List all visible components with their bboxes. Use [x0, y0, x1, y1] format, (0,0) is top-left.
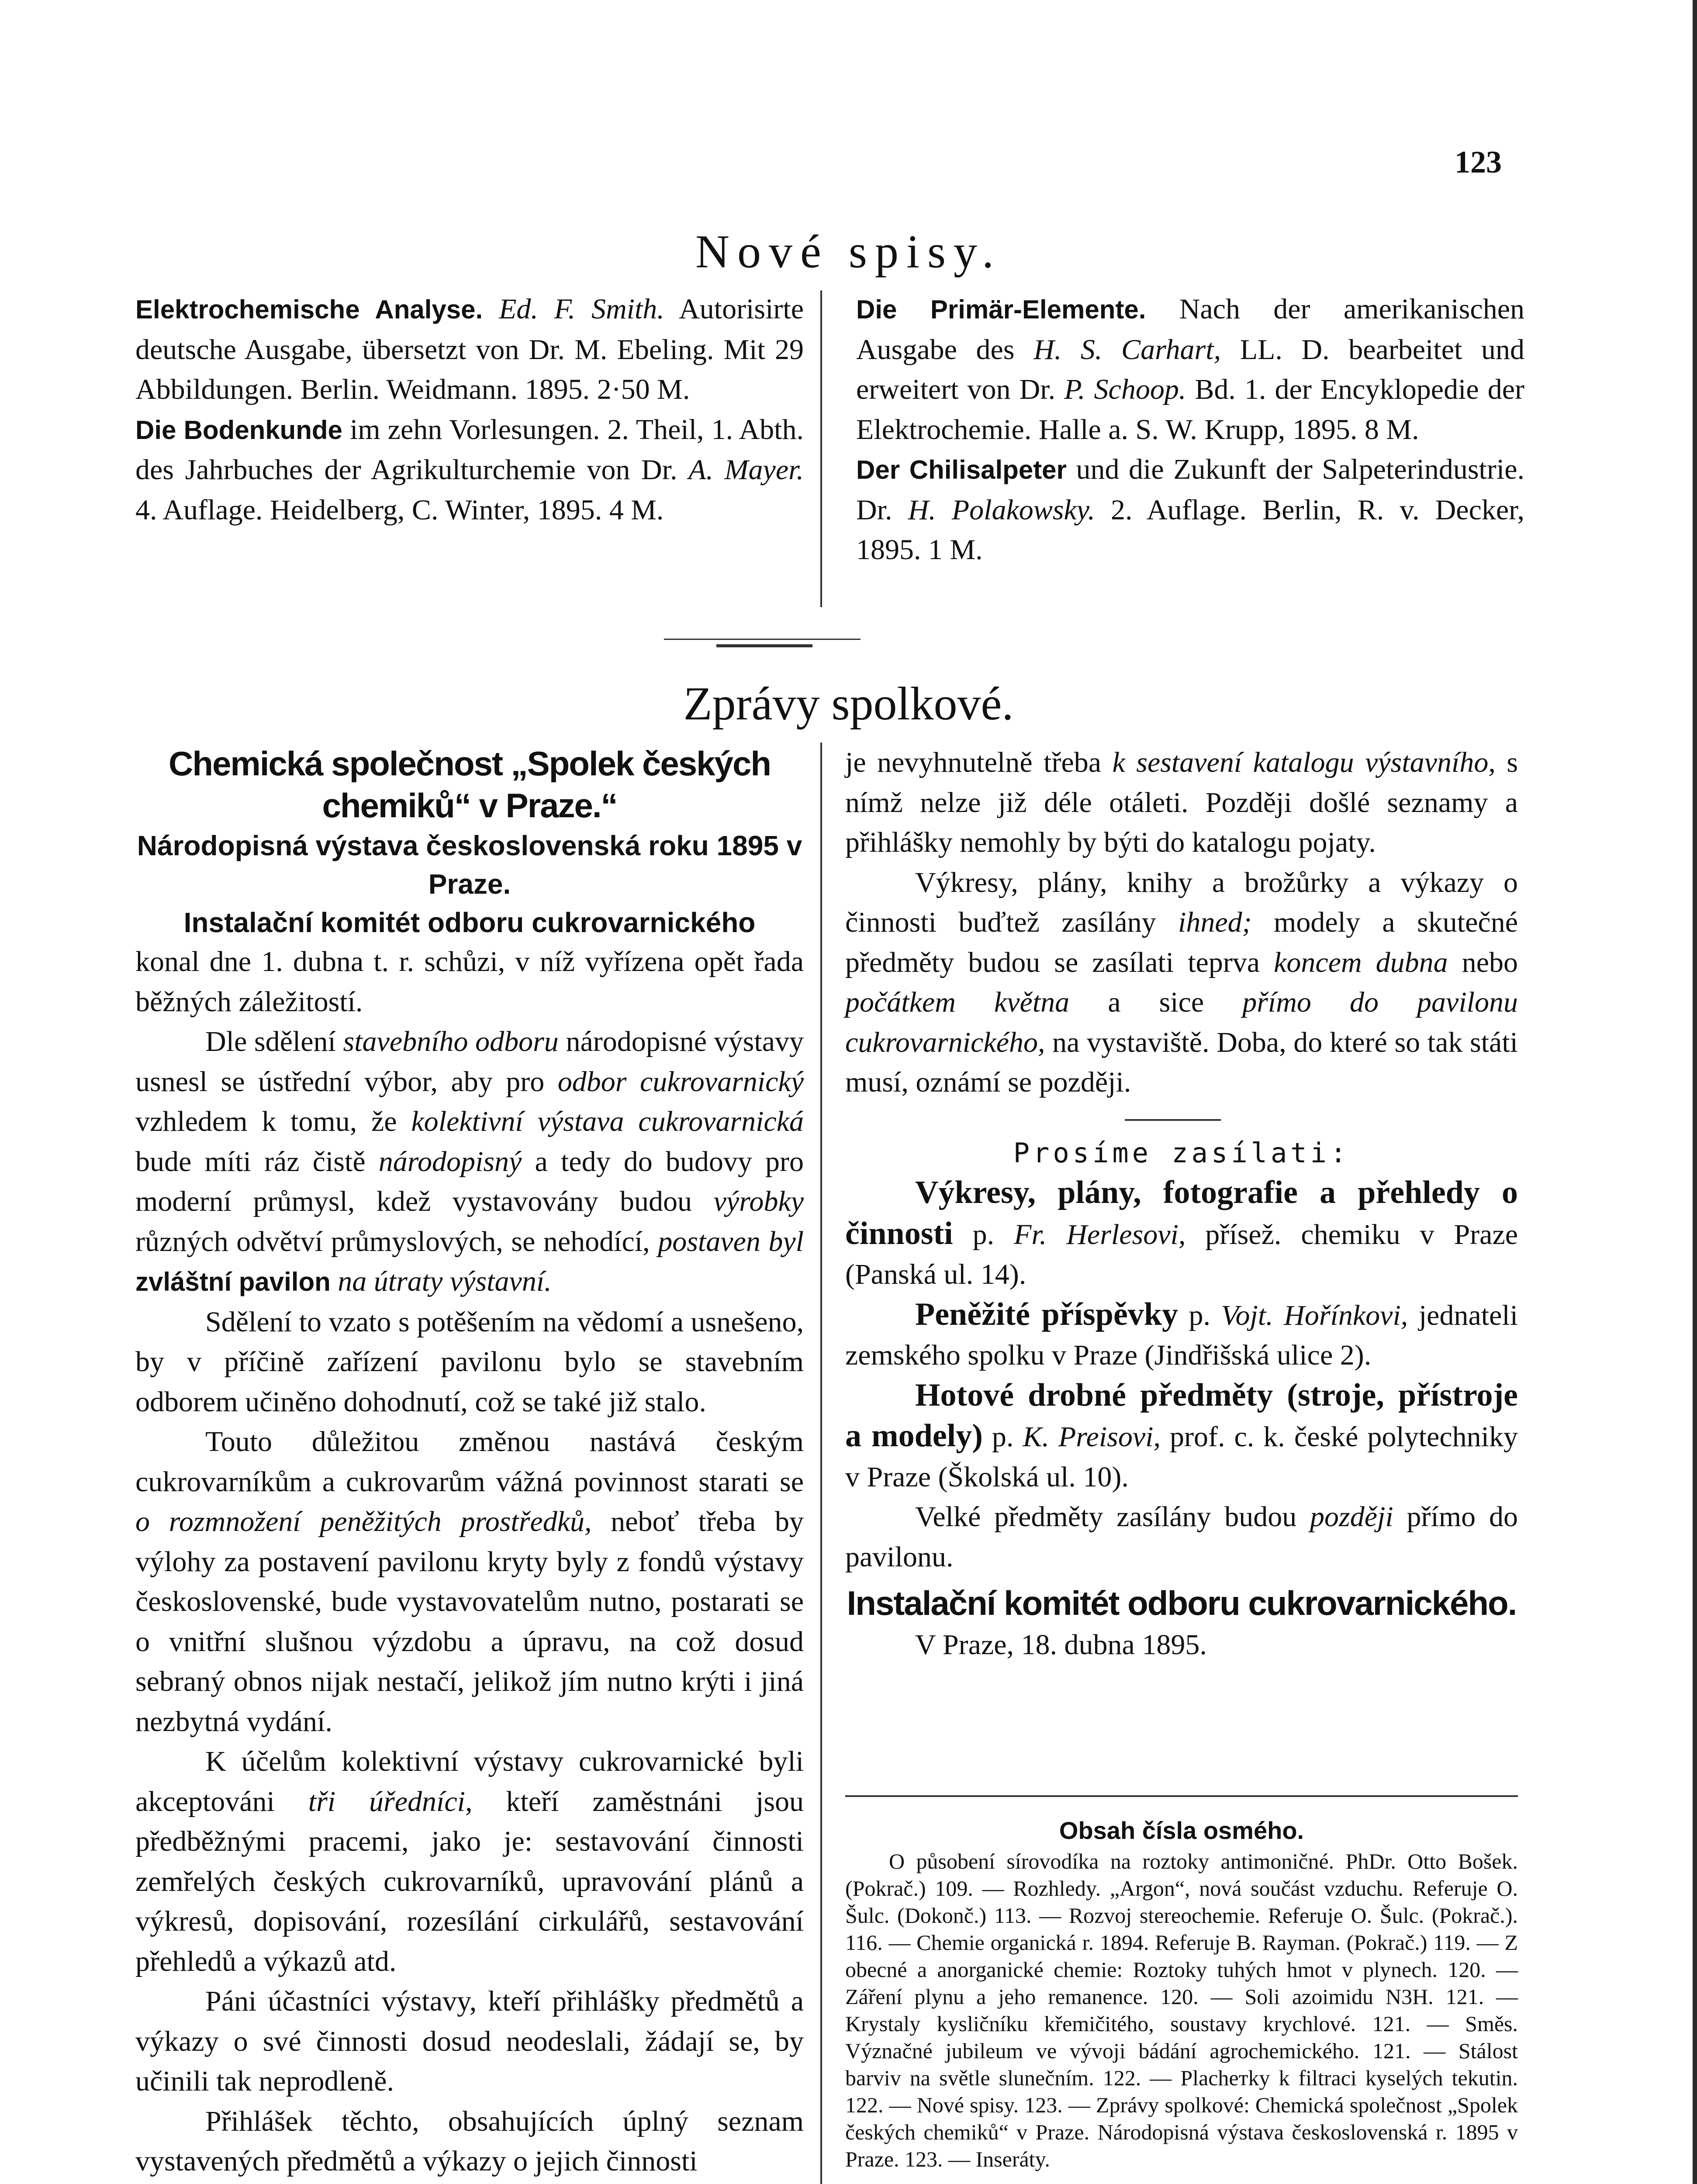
- prosime-heading: Prosíme zasílati:: [1013, 1137, 1350, 1169]
- book-entry: [135, 410, 804, 530]
- text-run: Výkresy, plány, knihy a brožůrky a výkazy o činnosti buďtež zasílány: [845, 866, 1518, 938]
- text-run: různých odvětví průmyslových, se nehodící,: [135, 1225, 650, 1258]
- book-title: Die Bodenkunde: [135, 415, 342, 445]
- book-details: im zehn Vorlesungen. 2. Theil, 1. Abth. des Jahrbuches der Agrikulturchemie von Dr.: [135, 413, 804, 486]
- text-run: Touto důležitou změnou nastává českým cukrovarníkům a cukrovarům vážná povinnost starati se: [135, 1426, 804, 1498]
- text-run: s nímž nelze již déle otáleti. Později došlé seznamy a přihlášky nemohly by býti do katalogu pojaty.: [845, 746, 1518, 858]
- zpravy-left-column: [135, 743, 804, 2181]
- text-run: zvláštní pavilon: [135, 1267, 331, 1296]
- book-title: Der Chilisalpeter: [856, 455, 1067, 484]
- toc-divider: [845, 1795, 1518, 1797]
- book-details: LL. D. bearbeitet und erweitert von Dr.: [856, 333, 1525, 405]
- text-run: vzhledem k tomu, že: [135, 1106, 397, 1137]
- text-run: Velké předměty zasílány budou: [915, 1501, 1297, 1533]
- text-run: Vojt. Hořínkovi,: [1221, 1299, 1408, 1331]
- paragraph: Sdělení to vzato s potěšením na vědomí a usnešeno, by v příčině zařízení pavilonu bylo se stavebním odborem učiněno dohodnutí, což se také již stalo.: [135, 1306, 804, 1418]
- text-run: koncem dubna: [1274, 946, 1448, 978]
- text-run: na vystaviště. Doba, do které so tak státi musí, oznámí se později.: [845, 1026, 1518, 1098]
- book-details: 2. Auflage. Berlin, R. v. Decker, 1895. 1 M.: [856, 494, 1525, 566]
- book-title: Elektrochemische Analyse.: [135, 295, 483, 324]
- shipping-instruction: [845, 1375, 1518, 1497]
- text-run: o rozmnožení peněžitých prostředků,: [135, 1506, 592, 1538]
- text-run: odbor cukrovarnický: [557, 1065, 804, 1098]
- paragraph: Páni účastníci výstavy, kteří přihlášky předmětů a výkazy o své činnosti dosud neodeslali, žádají se, by učinili tak neprodleně.: [135, 1985, 804, 2097]
- zpravy-right-column: [845, 743, 1518, 1665]
- table-of-contents: [845, 1817, 1518, 2173]
- text-run: Výkresy, plány, fotografie a přehledy o činnosti: [845, 1175, 1518, 1251]
- section-divider: [664, 639, 861, 640]
- book-entry: [856, 449, 1524, 570]
- page-edge: [1693, 0, 1697, 2184]
- paragraph: Přihlášek těchto, obsahujících úplný seznam vystavených předmětů a výkazy o jejich činnosti: [135, 2105, 804, 2177]
- book-author: H. Polakowsky.: [908, 494, 1095, 526]
- column-divider-main: [820, 743, 822, 2184]
- text-run: K. Preisovi,: [1023, 1421, 1161, 1453]
- text-run: nebo: [1462, 946, 1518, 978]
- toc-title: Obsah čísla osmého.: [1059, 1817, 1304, 1844]
- text-run: později: [1310, 1501, 1393, 1533]
- text-run: k sestavení katalogu výstavního,: [1112, 746, 1496, 778]
- text-run: tři úředníci,: [308, 1785, 473, 1818]
- text-run: Dle sdělení: [205, 1026, 336, 1057]
- paragraph: [135, 1742, 804, 1981]
- text-run: stavebního odboru: [343, 1026, 559, 1057]
- section-divider: [1125, 1119, 1221, 1121]
- text-run: K účelům kolektivní výstavy cukrovarnické byli akceptováni: [135, 1745, 804, 1818]
- book-details: Bd. 1. der Encyklopedie der Elektrochemie. Halle a. S. W. Krupp, 1895. 8 M.: [856, 373, 1525, 446]
- paragraph: [135, 1022, 804, 1302]
- place-date: V Praze, 18. dubna 1895.: [915, 1629, 1207, 1661]
- book-author: A. Mayer.: [688, 454, 804, 486]
- section-divider-ornament: [716, 644, 812, 647]
- text-run: neboť třeba by výlohy za postavení pavilonu kryty byly z fondů výstavy československé, bude vystavovatelům nutno, postarati se o vnitřní slušnou výzdobu a úpravu, na což dosud sebraný obnos nijak nestačí, jelikož jím nutno krýti i jiná nezbytná vydání.: [135, 1506, 804, 1738]
- text-run: Fr. Herlesovi,: [1014, 1218, 1186, 1251]
- shipping-instruction: [845, 1497, 1518, 1577]
- nove-spisy-right: [856, 289, 1524, 570]
- book-title: Die Primär-Elemente.: [856, 295, 1146, 324]
- text-run: kolektivní výstava cukrovarnická: [411, 1106, 804, 1137]
- committee-heading: Instalační komitét odboru cukrovarnického: [183, 907, 756, 938]
- book-editor: Ed. F. Smith.: [499, 293, 664, 325]
- text-run: jednateli zemského spolku v Praze (Jindřišská ulice 2).: [845, 1299, 1518, 1371]
- book-entry: [135, 289, 804, 410]
- book-details: und die Zukunft der Salpeterindustrie. Dr.: [856, 453, 1524, 526]
- book-editor: P. Schoop.: [1064, 373, 1186, 405]
- section-title-zpravy-spolkove: Zprávy spolkové.: [683, 678, 1014, 730]
- paragraph: [845, 743, 1518, 863]
- text-run: postaven byl: [658, 1225, 804, 1258]
- text-run: prof. c. k. české polytechniky v Praze (Školská ul. 10).: [845, 1421, 1518, 1493]
- section-title-nove-spisy: Nové spisy.: [695, 226, 1002, 278]
- text-run: národopisný: [378, 1145, 522, 1178]
- nove-spisy-left: [135, 289, 804, 530]
- text-run: a tedy do budovy pro moderní průmysl, kdež vystavovány budou: [135, 1145, 804, 1217]
- divider-block: [845, 1102, 1518, 1133]
- committee-signature: Instalační komitét odboru cukrovarnického.: [847, 1584, 1517, 1622]
- text-run: p.: [992, 1421, 1014, 1453]
- text-run: počátkem května: [845, 986, 1070, 1018]
- text-run: modely a skutečné předměty budou se zasílati teprva: [845, 906, 1518, 978]
- book-author: H. S. Carhart,: [1033, 333, 1221, 366]
- paragraph: [845, 863, 1518, 1102]
- book-details: Nach der amerikanischen Ausgabe des: [856, 293, 1524, 366]
- page-number: 123: [1455, 145, 1502, 180]
- shipping-instruction: [845, 1173, 1518, 1295]
- text-run: Peněžité příspěvky: [915, 1296, 1178, 1332]
- text-run: výrobky: [713, 1185, 804, 1217]
- shipping-instruction: [845, 1295, 1518, 1375]
- text-run: bude míti ráz čistě: [135, 1145, 366, 1178]
- text-run: národopisné výstavy usnesl se ústřední výbor, aby pro: [135, 1026, 804, 1098]
- text-run: je nevyhnutelně třeba: [845, 746, 1102, 778]
- text-run: ihned;: [1178, 906, 1252, 938]
- paragraph: konal dne 1. dubna t. r. schůzi, v níž vyřízena opět řada běžných záležitostí.: [135, 946, 804, 1018]
- paragraph: [135, 1422, 804, 1742]
- text-run: na útraty výstavní.: [338, 1265, 552, 1297]
- text-run: přísež. chemiku v Praze (Panská ul. 14).: [845, 1218, 1518, 1290]
- text-run: Hotové drobné předměty (stroje, přístroje a modely): [845, 1377, 1518, 1454]
- text-run: přímo do pavilonu cukrovarnického,: [845, 986, 1518, 1058]
- book-details: Autorisirte deutsche Ausgabe, übersetzt von Dr. M. Ebeling. Mit 29 Abbildungen. Berlin. Weidmann. 1895. 2·50 M.: [135, 293, 804, 405]
- exhibition-heading: Národopisná výstava československá roku 1895 v Praze.: [137, 830, 802, 900]
- text-run: p.: [1189, 1299, 1210, 1331]
- book-details: 4. Auflage. Heidelberg, C. Winter, 1895. 4 M.: [135, 494, 664, 526]
- text-run: kteří zaměstnáni jsou předběžnými pracemi, jako je: sestavování činnosti zemřelých českých cukrovarníků, upravování plánů a výkresů, dopisování, rozesílání cirkulářů, sestavování přehledů a výkazů atd.: [135, 1785, 804, 1977]
- toc-text: O působení sírovodíka na roztoky antimoničné. PhDr. Otto Bošek. (Pokrač.) 109. — Rozhledy. „Argon“, nová součást vzduchu. Referuje O. Šulc. (Dokonč.) 113. — Rozvoj stereochemie. Referuje O. Šulc. (Pokrač.). 116. — Chemie organická r. 1894. Referuje B. Rayman. (Pokrač.) 119. — Z obecné a anorganické chemie: Roztoky tuhých hmot v plynech. 120. — Záření plynu a jeho remanence. 120. — Soli azoimidu N3H. 121. — Krystaly kysličníku křemičitého, soustavy krychlové. 121. — Směs. Význačné jubileum ve vývoji bádání agrochemického. 121. — Stálost barviv na světle slunečním. 122. — Placheтky k filtraci kyselých tekutin. 122. — Nové spisy. 123. — Zprávy spolkové: Chemická společnost „Spolek českých chemiků“ v Praze. Národopisná výstava československá r. 1895 v Praze. 123. — Inseráty.: [845, 1849, 1518, 2171]
- column-divider-top: [820, 290, 822, 607]
- text-run: přímo do pavilonu.: [845, 1501, 1518, 1573]
- text-run: a sice: [1108, 986, 1204, 1018]
- text-run: p.: [972, 1218, 995, 1251]
- book-entry: [856, 289, 1524, 449]
- society-heading: Chemická společnost „Spolek českých chemiků“ v Praze.“: [169, 744, 771, 825]
